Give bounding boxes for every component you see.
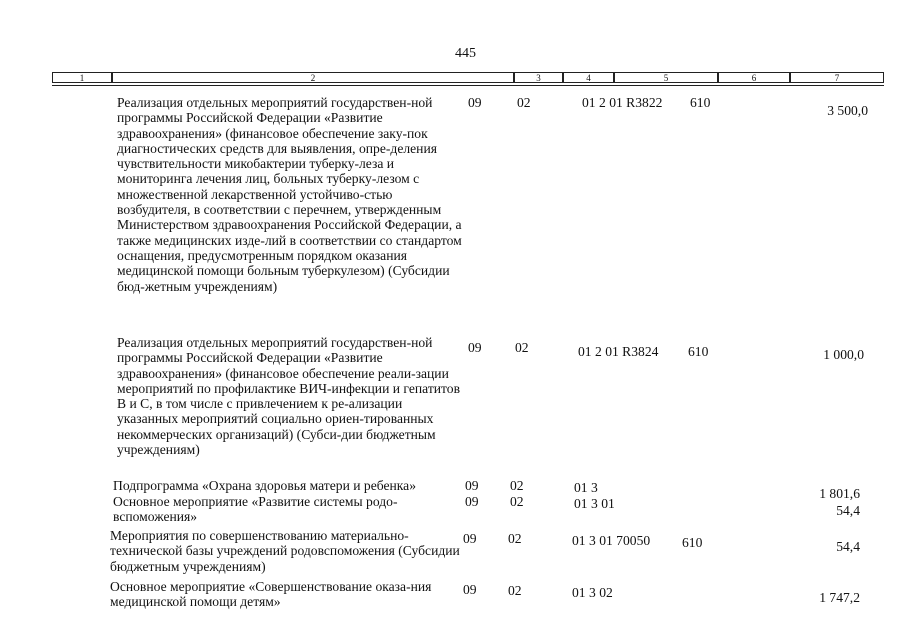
row-expense-type: 610 [690,95,711,110]
row-section: 09 [468,95,482,110]
header-col-7: 7 [790,72,884,83]
row-section: 09 [465,494,479,509]
row-amount: 54,4 [836,503,860,518]
row-amount: 54,4 [836,539,860,554]
row-description: Реализация отдельных мероприятий государствен-ной программы Российской Федерации «Развитие здравоохранения» (финансовое обеспечение заку-пок диагностических средств для выявления, опре-деления чувствительности микобактерии туберку-леза и мониторинга лечения лиц, больных туберку-лезом с множественной лекарственной устойчиво-стью возбудителя, в соответствии с перечнем, утвержденным Министерством здравоохранения Российской Федерации, а также медицинских изде-лий в соответствии со стандартом оснащения, предусмотренным порядком оказания медицинской помощи больным туберкулезом) (Субсидии бюд-жетным учреждениям) [117,95,462,294]
header-col-6: 6 [718,72,790,83]
row-description: Основное мероприятие «Развитие системы родо-вспоможения» [113,494,398,525]
row-target-code: 01 3 01 [574,496,615,511]
row-section: 09 [465,478,479,493]
row-target-code: 01 3 01 70050 [572,533,651,548]
row-target-code: 01 3 [574,480,598,495]
row-amount: 1 000,0 [823,347,864,362]
row-subsection: 02 [510,478,524,493]
row-section: 09 [468,340,482,355]
page-number: 445 [455,46,476,61]
header-col-5: 5 [614,72,718,83]
row-amount: 1 747,2 [819,590,860,605]
row-subsection: 02 [515,340,529,355]
row-target-code: 01 3 02 [572,585,613,600]
header-rule [52,85,884,86]
row-description: Подпрограмма «Охрана здоровья матери и ребенка» [113,478,417,493]
header-col-1: 1 [52,72,112,83]
row-target-code: 01 2 01 R3824 [578,344,659,359]
row-description: Мероприятия по совершенствованию материально-технической базы учреждений родовспоможения (Субсидии бюджетным учреждениям) [110,528,460,574]
header-col-2: 2 [112,72,514,83]
header-col-3: 3 [514,72,563,83]
row-target-code: 01 2 01 R3822 [582,95,663,110]
header-col-4: 4 [563,72,614,83]
row-subsection: 02 [508,531,522,546]
row-expense-type: 610 [682,535,703,550]
row-section: 09 [463,531,477,546]
row-subsection: 02 [508,583,522,598]
row-amount: 3 500,0 [827,103,868,118]
row-section: 09 [463,582,477,597]
row-amount: 1 801,6 [819,486,860,501]
row-description: Основное мероприятие «Совершенствование оказа-ния медицинской помощи детям» [110,579,432,610]
row-subsection: 02 [517,95,531,110]
row-description: Реализация отдельных мероприятий государствен-ной программы Российской Федерации «Развитие здравоохранения» (финансовое обеспечение реали-зации мероприятий по профилактике ВИЧ-инфекции и гепатитов В и С, в том числе с привлечением к ре-ализации указанных мероприятий социально ориен-тированных некоммерческих организаций) (Субси-дии бюджетным учреждениям) [117,335,461,458]
row-expense-type: 610 [688,344,709,359]
row-subsection: 02 [510,494,524,509]
